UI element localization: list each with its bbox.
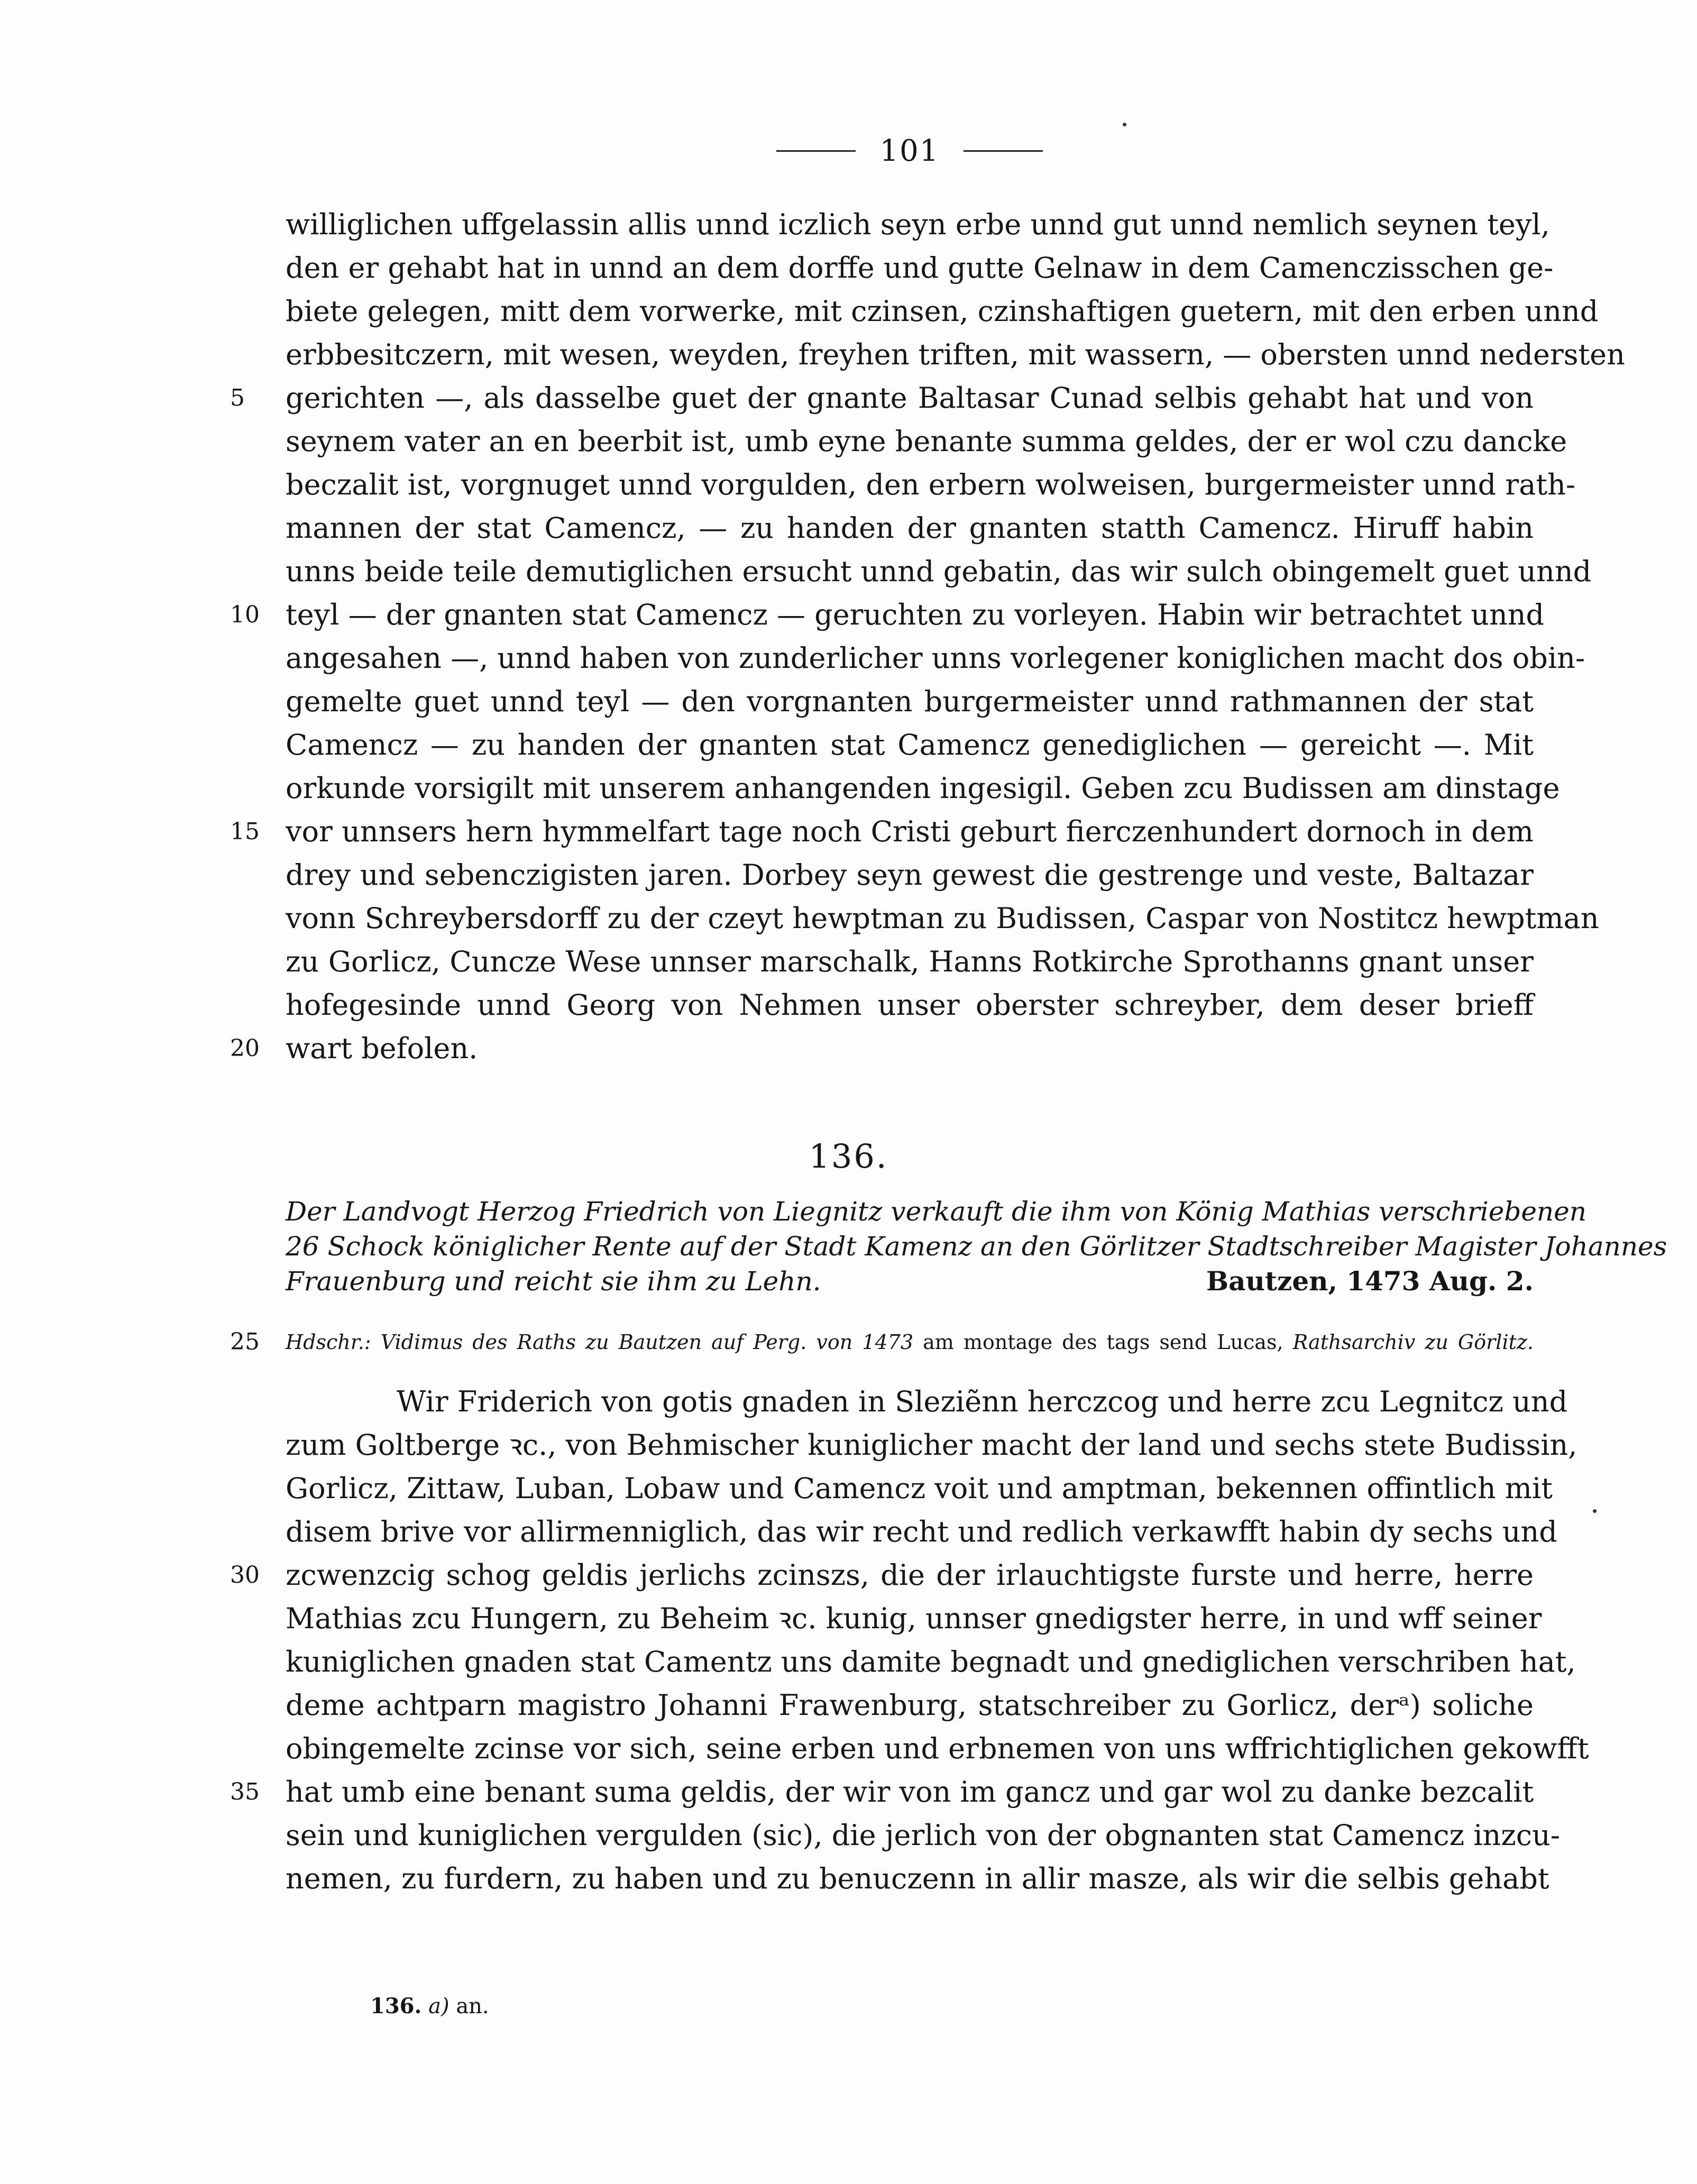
text-line: vonn Schreybersdorff zu der czeyt hewptman zu Budissen, Caspar von Nostitcz hewptman	[286, 902, 1599, 935]
continued-text-block	[230, 203, 1625, 1070]
header-rule-left	[776, 150, 856, 152]
text-line: zum Goltberge ꝛc., von Behmischer kuniglicher macht der land und sechs stete Budissin,	[286, 1428, 1577, 1462]
text-line: drey und sebenczigisten jaren. Dorbey seyn gewest die gestrenge und veste, Baltazar	[286, 858, 1534, 892]
regest-text: Frauenburg und reicht sie ihm zu Lehn.	[286, 1266, 821, 1297]
text-line: 20 wart befolen.	[286, 1027, 1534, 1070]
text-line: 10 teyl — der gnanten stat Camencz — geruchten zu vorleyen. Habin wir betrachtet unnd	[286, 593, 1534, 637]
footnote-text: an.	[456, 1994, 489, 2018]
line-number: 10	[230, 601, 260, 628]
text-line: 30 zcwenzcig schog geldis jerlichs zcinszs, die der irlauchtigste furste und herre, herre	[286, 1554, 1534, 1597]
regest-line	[286, 1264, 1534, 1299]
text-line: obingemelte zcinse vor sich, seine erben und erbnemen von uns wffrichtiglichen gekowfft	[286, 1732, 1589, 1765]
text-line: sein und kuniglichen vergulden (sic), die jerlich von der obgnanten stat Camencz inzcu-	[286, 1819, 1561, 1852]
header-rule-right	[964, 150, 1043, 152]
regest-line: Der Landvogt Herzog Friedrich von Liegnitz verkauft die ihm von König Mathias verschriebenen	[286, 1196, 1586, 1227]
text-line: hofegesinde unnd Georg von Nehmen unser oberster schreyber, dem deser brieff	[286, 988, 1534, 1022]
speck-mark	[1593, 1509, 1597, 1513]
text-line: beczalit ist, vorgnuget unnd vorgulden, den erbern wolweisen, burgermeister unnd rath-	[286, 468, 1576, 501]
text-line: gemelte guet unnd teyl — den vorgnanten burgermeister unnd rathmannen der stat	[286, 685, 1534, 718]
text-line: Camencz — zu handen der gnanten stat Camencz genediglichen — gereicht —. Mit	[286, 728, 1534, 761]
line-number: 5	[230, 384, 245, 411]
text-line: unns beide teile demutiglichen ersucht unnd gebatin, das wir sulch obingemelt guet unnd	[286, 555, 1592, 588]
document-number: 136.	[809, 1137, 888, 1176]
text-line: Wir Friderich von gotis gnaden in Sleziẽnn herczcog und herre zcu Legnitcz und	[397, 1385, 1568, 1418]
text-line: Mathias zcu Hungern, zu Beheim ꝛc. kunig, unnser gnedigster herre, in und wff seiner	[286, 1602, 1542, 1635]
text-line: erbbesitczern, mit wesen, weyden, freyhen triften, mit wassern, — obersten unnd nedersten	[286, 338, 1625, 371]
line-number: 20	[230, 1035, 260, 1062]
source-line	[230, 1326, 1534, 1358]
text-line: seynem vater an en beerbit ist, umb eyne benante summa geldes, der er wol czu dancke	[286, 425, 1567, 458]
text-line: den er gehabt hat in unnd an dem dorffe und gutte Gelnaw in dem Camenczisschen ge-	[286, 251, 1554, 285]
main-text-block	[230, 1380, 1589, 1901]
footnote-ref: 136.	[370, 1994, 422, 2018]
text-line: 5 gerichten —, als dasselbe guet der gnante Baltasar Cunad selbis gehabt hat und von	[286, 377, 1534, 420]
text-line: biete gelegen, mitt dem vorwerke, mit czinsen, czinshaftigen guetern, mit den erben unnd	[286, 295, 1599, 328]
text-line: nemen, zu furdern, zu haben und zu benuczenn in allir masze, als wir die selbis gehabt	[286, 1862, 1549, 1895]
source-date: am montage des tags send Lucas,	[923, 1330, 1283, 1354]
line-number: 25	[230, 1328, 260, 1355]
page-header	[762, 132, 1058, 169]
text-line: kuniglichen gnaden stat Camentz uns damite begnadt und gnediglichen verschriben hat,	[286, 1645, 1576, 1678]
footnote-mark: a)	[428, 1994, 450, 2018]
regest-block	[286, 1194, 1667, 1299]
line-number: 30	[230, 1562, 260, 1589]
source-manuscript: Hdschr.: Vidimus des Raths zu Bautzen auf Perg. von 1473	[286, 1330, 914, 1354]
text-line: disem brive vor allirmenniglich, das wir recht und redlich verkawfft habin dy sechs und	[286, 1515, 1557, 1548]
text-line: orkunde vorsigilt mit unserem anhangenden ingesigil. Geben zcu Budissen am dinstage	[286, 772, 1560, 805]
line-number: 35	[230, 1778, 260, 1805]
source-archive: Rathsarchiv zu Görlitz.	[1292, 1330, 1534, 1354]
regest-line: 26 Schock königlicher Rente auf der Stadt Kamenz an den Görlitzer Stadtschreiber Magister Johannes	[286, 1231, 1667, 1262]
date-place: Bautzen, 1473 Aug. 2.	[1206, 1265, 1534, 1297]
footnote	[370, 1994, 489, 2018]
text-line: 15 vor unnsers hern hymmelfart tage noch Cristi geburt fierczenhundert dornoch in dem	[286, 810, 1534, 854]
text-line: deme achtparn magistro Johanni Frawenburg, statschreiber zu Gorlicz, derᵃ) soliche	[286, 1689, 1534, 1722]
text-line: Gorlicz, Zittaw, Luban, Lobaw und Camencz voit und amptman, bekennen offintlich mit	[286, 1472, 1553, 1505]
text-line: mannen der stat Camencz, — zu handen der gnanten statth Camencz. Hiruff habin	[286, 511, 1534, 545]
line-number: 15	[230, 818, 260, 845]
text-line: 35 hat umb eine benant suma geldis, der wir von im gancz und gar wol zu danke bezcalit	[286, 1770, 1534, 1814]
page-number: 101	[879, 133, 940, 168]
speck-mark	[1123, 123, 1126, 126]
text-line: williglichen uffgelassin allis unnd iczlich seyn erbe unnd gut unnd nemlich seynen teyl,	[286, 208, 1550, 241]
text-line: zu Gorlicz, Cuncze Wese unnser marschalk, Hanns Rotkirche Sprothanns gnant unser	[286, 945, 1534, 978]
text-line: angesahen —, unnd haben von zunderlicher unns vorlegener koniglichen macht dos obin-	[286, 641, 1585, 675]
